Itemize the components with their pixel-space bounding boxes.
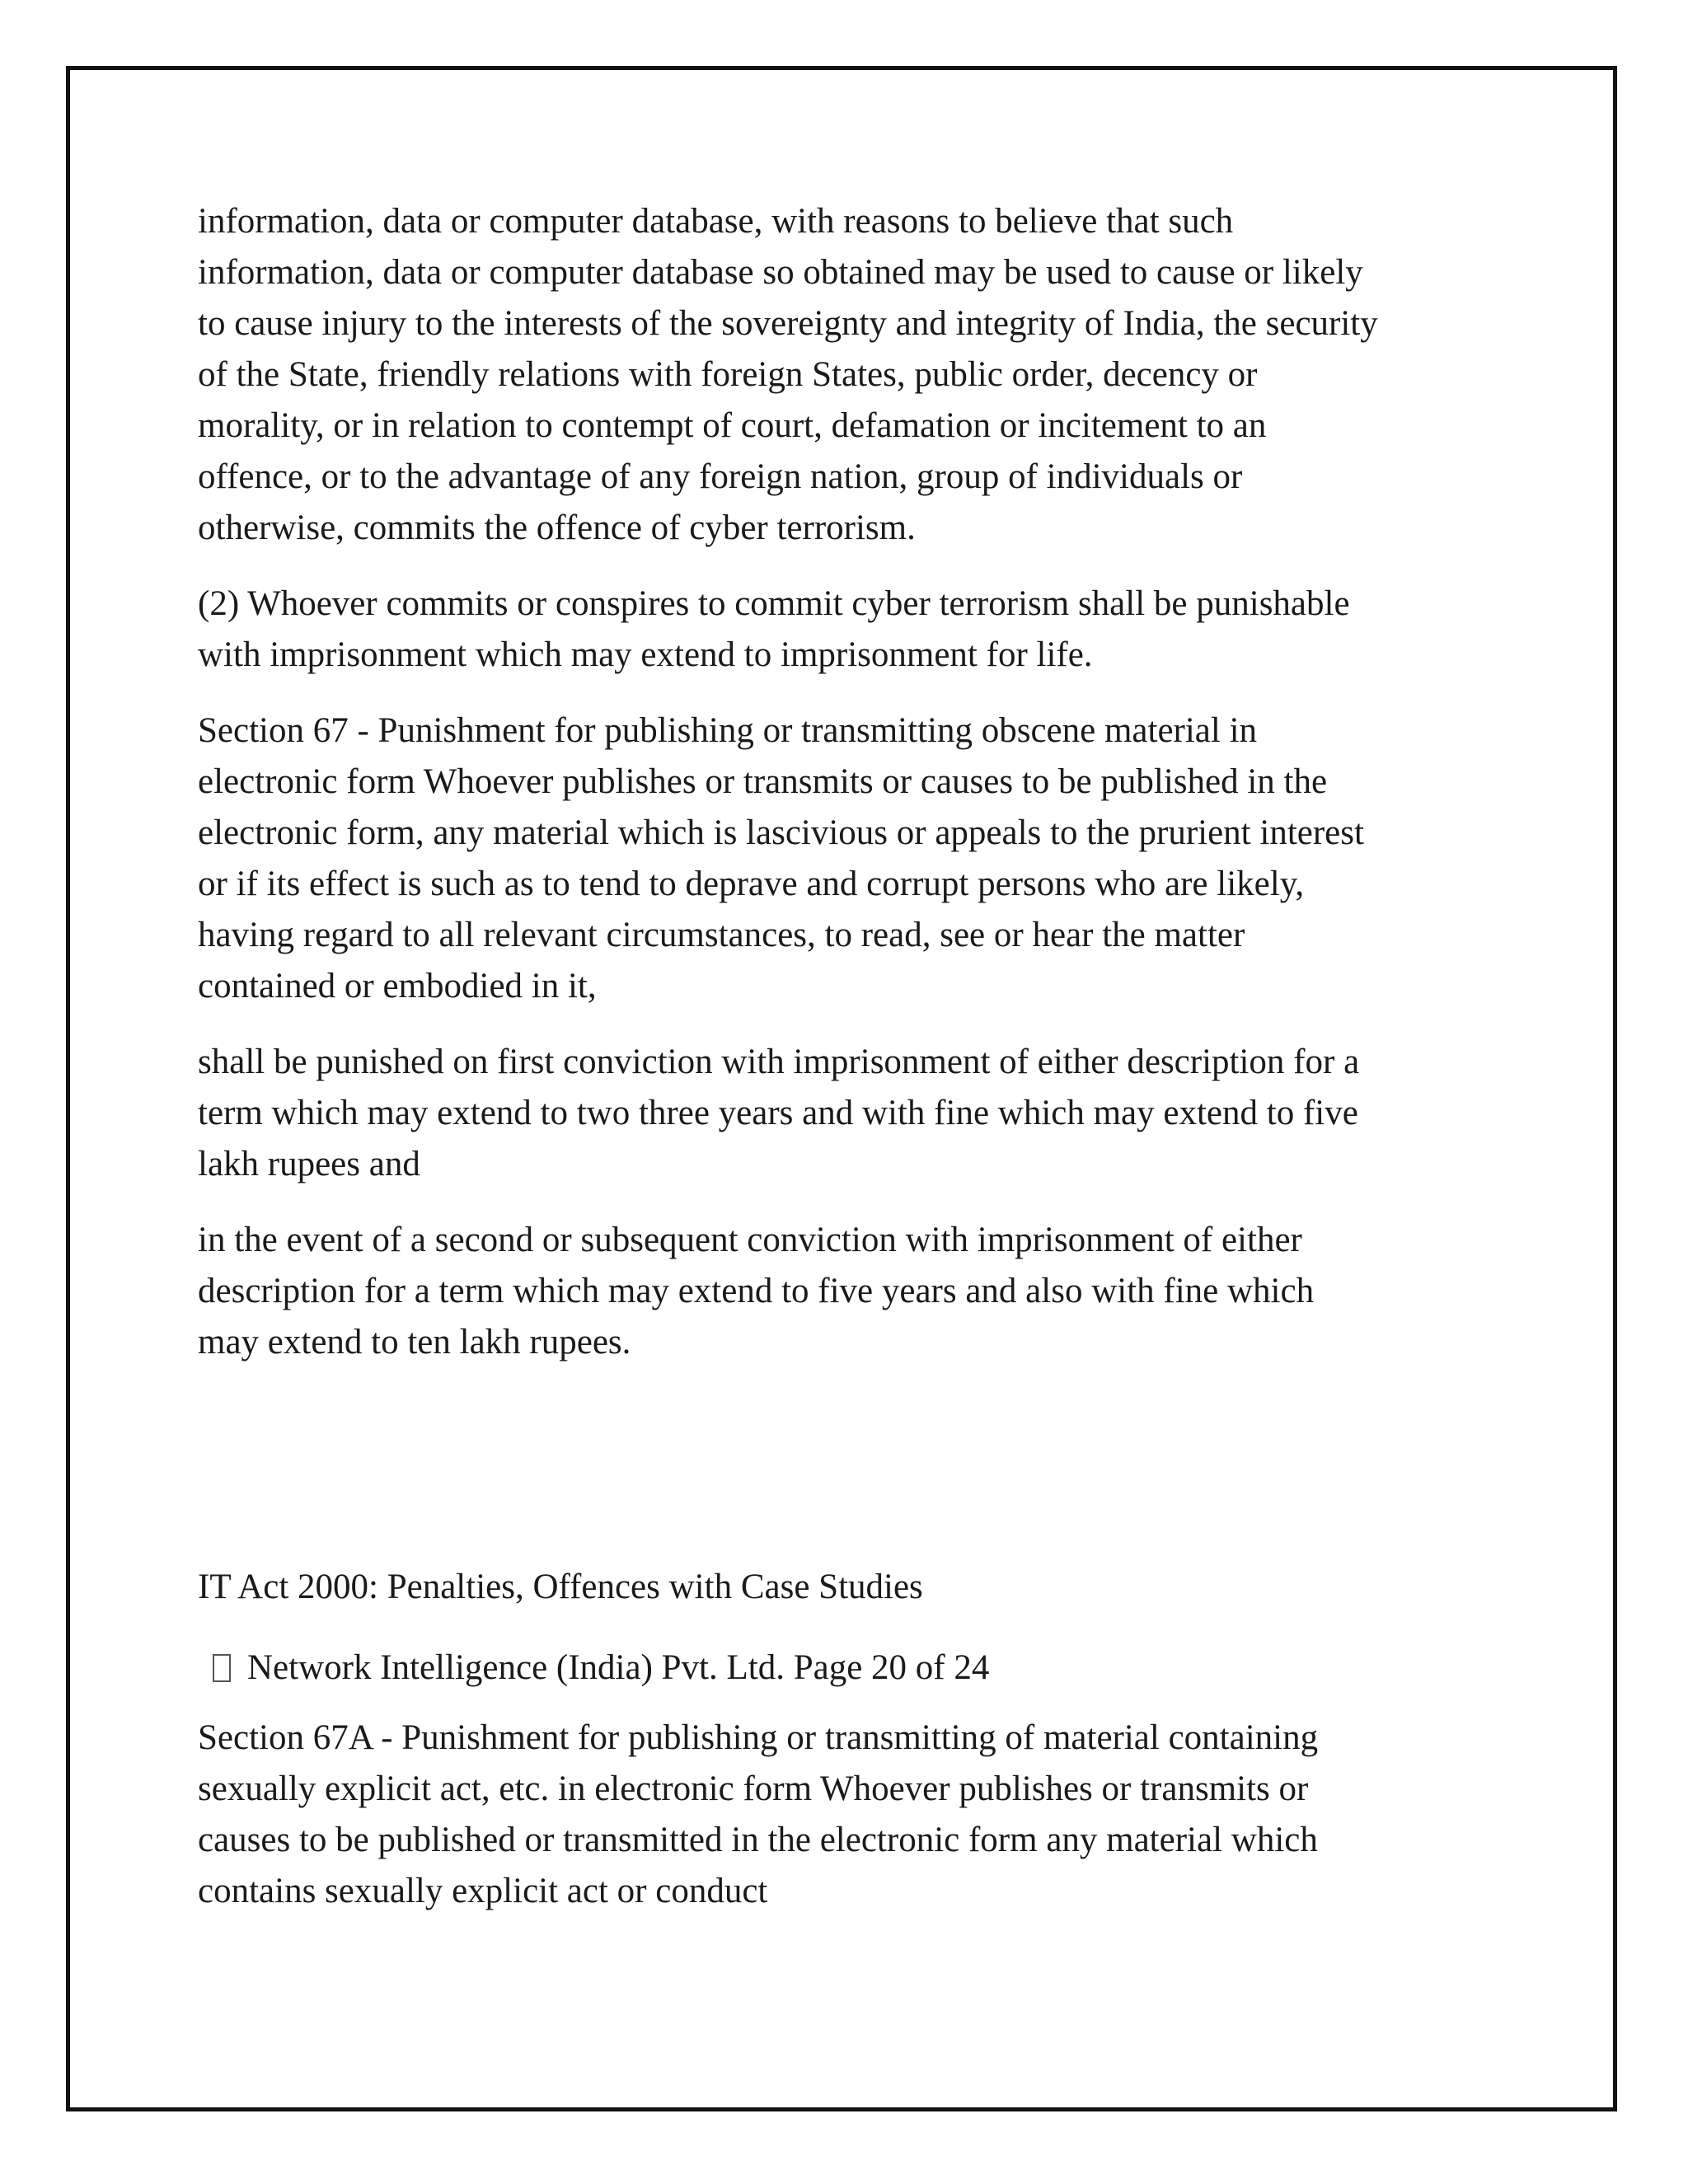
footer-document-title: IT Act 2000: Penalties, Offences with Case Studies xyxy=(198,1568,923,1606)
paragraph-section-67: Section 67 - Punishment for publishing or transmitting obscene material in electronic form Whoever publishes or transmits or causes to be published in the electronic form, any material which is lascivious or appeals to the prurient interest or if its effect is such as to tend to deprave and corrupt persons who are likely, having regard to all relevant circumstances, to read, see or hear the matter contained or embodied in it, xyxy=(198,711,1364,1005)
footer-company-page: Network Intelligence (India) Pvt. Ltd. Page 20 of 24 xyxy=(247,1648,990,1687)
continuation-text xyxy=(198,1713,1500,1917)
paragraph-cyber-terrorism-definition: information, data or computer database, with reasons to believe that such information, data or computer database so obtained may be used to cause or likely to cause injury to the interests of the sovereignty and integrity of India, the security of the State, friendly relations with foreign States, public order, decency or morality, or in relation to contempt of court, defamation or incitement to an offence, or to the advantage of any foreign nation, group of individuals or otherwise, commits the offence of cyber terrorism. xyxy=(198,202,1378,547)
paragraph-section-67a: Section 67A - Punishment for publishing or transmitting of material containing sexually explicit act, etc. in electronic form Whoever publishes or transmits or causes to be published or transmitted in the electronic form any material which contains sexually explicit act or conduct xyxy=(198,1718,1319,1910)
footer-page-info xyxy=(213,1643,989,1694)
paragraph-first-conviction: shall be punished on first conviction with imprisonment of either description for a term which may extend to two three years and with fine which may extend to five lakh rupees and xyxy=(198,1043,1360,1183)
body-text xyxy=(198,196,1500,1368)
paragraph-second-conviction: in the event of a second or subsequent conviction with imprisonment of either description for a term which may extend to five years and also with fine which may extend to ten lakh rupees. xyxy=(198,1221,1315,1361)
missing-glyph-icon xyxy=(213,1654,231,1682)
paragraph-cyber-terrorism-punishment: (2) Whoever commits or conspires to commit cyber terrorism shall be punishable with imprisonment which may extend to imprisonment for life. xyxy=(198,584,1350,674)
